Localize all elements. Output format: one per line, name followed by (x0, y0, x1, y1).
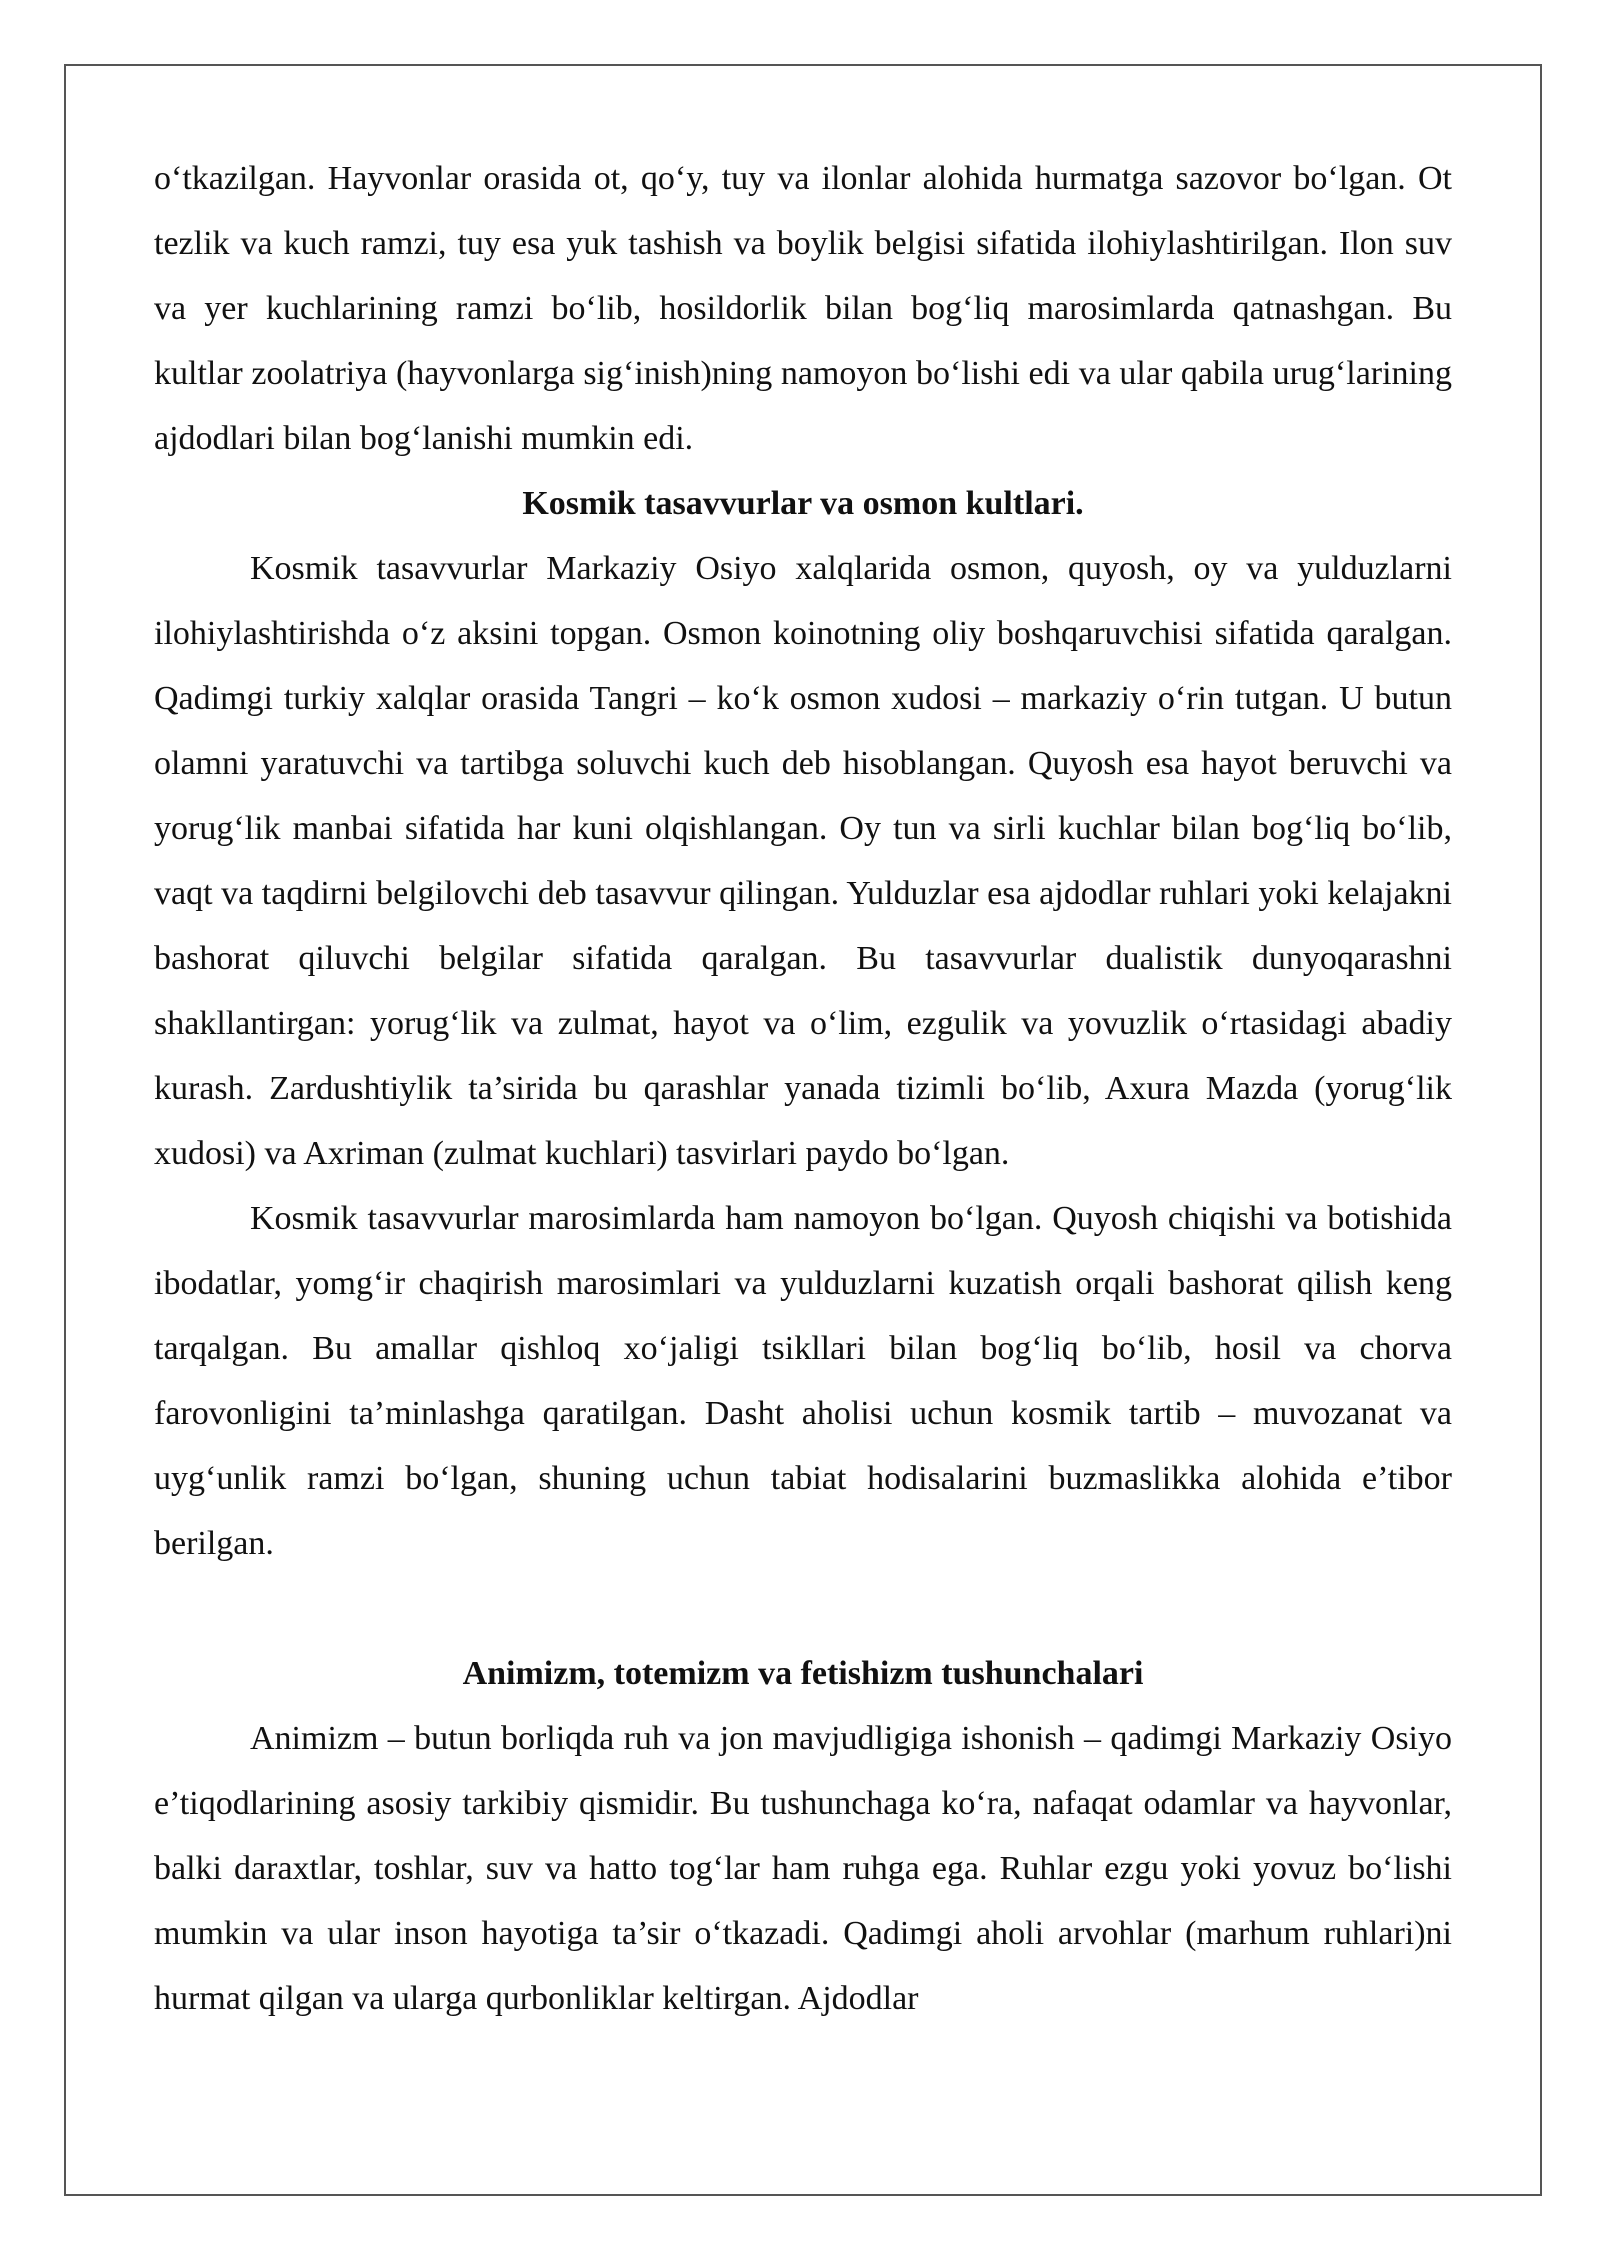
section-heading-cosmic: Kosmik tasavvurlar va osmon kultlari. (522, 485, 1084, 522)
paragraph-cosmic-views: Kosmik tasavvurlar Markaziy Osiyo xalqlarida osmon, quyosh, oy va yulduzlarni ilohiylashtirishda o‘z aksini topgan. Osmon koinotning oliy boshqaruvchisi sifatida qaralgan. Qadimgi turkiy xalqlar orasida Tangri – ko‘k osmon xudosi – markaziy o‘rin tutgan. U butun olamni yaratuvchi va tartibga soluvchi kuch deb hisoblangan. Quyosh esa hayot beruvchi va yorug‘lik manbai sifatida har kuni olqishlangan. Oy tun va sirli kuchlar bilan bog‘liq bo‘lib, vaqt va taqdirni belgilovchi deb tasavvur qilingan. Yulduzlar esa ajdodlar ruhlari yoki kelajakni bashorat qiluvchi belgilar sifatida qaralgan. Bu tasavvurlar dualistik dunyoqarashni shakllantirgan: yorug‘lik va zulmat, hayot va o‘lim, ezgulik va yovuzlik o‘rtasidagi abadiy kurash. Zardushtiylik ta’sirida bu qarashlar yanada tizimli bo‘lib, Axura Mazda (yorug‘lik xudosi) va Axriman (zulmat kuchlari) tasvirlari paydo bo‘lgan. (154, 550, 1452, 1172)
paragraph-continuation: o‘tkazilgan. Hayvonlar orasida ot, qo‘y, tuy va ilonlar alohida hurmatga sazovor bo‘lgan. Ot tezlik va kuch ramzi, tuy esa yuk tashish va boylik belgisi sifatida ilohiylashtirilgan. Ilon suv va yer kuchlarining ramzi bo‘lib, hosildorlik bilan bog‘liq marosimlarda qatnashgan. Bu kultlar zoolatriya (hayvonlarga sig‘inish)ning namoyon bo‘lishi edi va ular qabila urug‘larining ajdodlari bilan bog‘lanishi mumkin edi. (154, 160, 1452, 457)
document-body (154, 146, 1452, 2031)
section-heading-animism: Animizm, totemizm va fetishizm tushunchalari (462, 1655, 1144, 1692)
paragraph-cosmic-rituals: Kosmik tasavvurlar marosimlarda ham namoyon bo‘lgan. Quyosh chiqishi va botishida ibodatlar, yomg‘ir chaqirish marosimlari va yulduzlarni kuzatish orqali bashorat qilish keng tarqalgan. Bu amallar qishloq xo‘jaligi tsikllari bilan bog‘liq bo‘lib, hosil va chorva farovonligini ta’minlashga qaratilgan. Dasht aholisi uchun kosmik tartib – muvozanat va uyg‘unlik ramzi bo‘lgan, shuning uchun tabiat hodisalarini buzmaslikka alohida e’tibor berilgan. (154, 1200, 1452, 1562)
paragraph-animism: Animizm – butun borliqda ruh va jon mavjudligiga ishonish – qadimgi Markaziy Osiyo e’tiqodlarining asosiy tarkibiy qismidir. Bu tushunchaga ko‘ra, nafaqat odamlar va hayvonlar, balki daraxtlar, toshlar, suv va hatto tog‘lar ham ruhga ega. Ruhlar ezgu yoki yovuz bo‘lishi mumkin va ular inson hayotiga ta’sir o‘tkazadi. Qadimgi aholi arvohlar (marhum ruhlari)ni hurmat qilgan va ularga qurbonliklar keltirgan. Ajdodlar (154, 1720, 1452, 2017)
blank-line (154, 1576, 1452, 1641)
